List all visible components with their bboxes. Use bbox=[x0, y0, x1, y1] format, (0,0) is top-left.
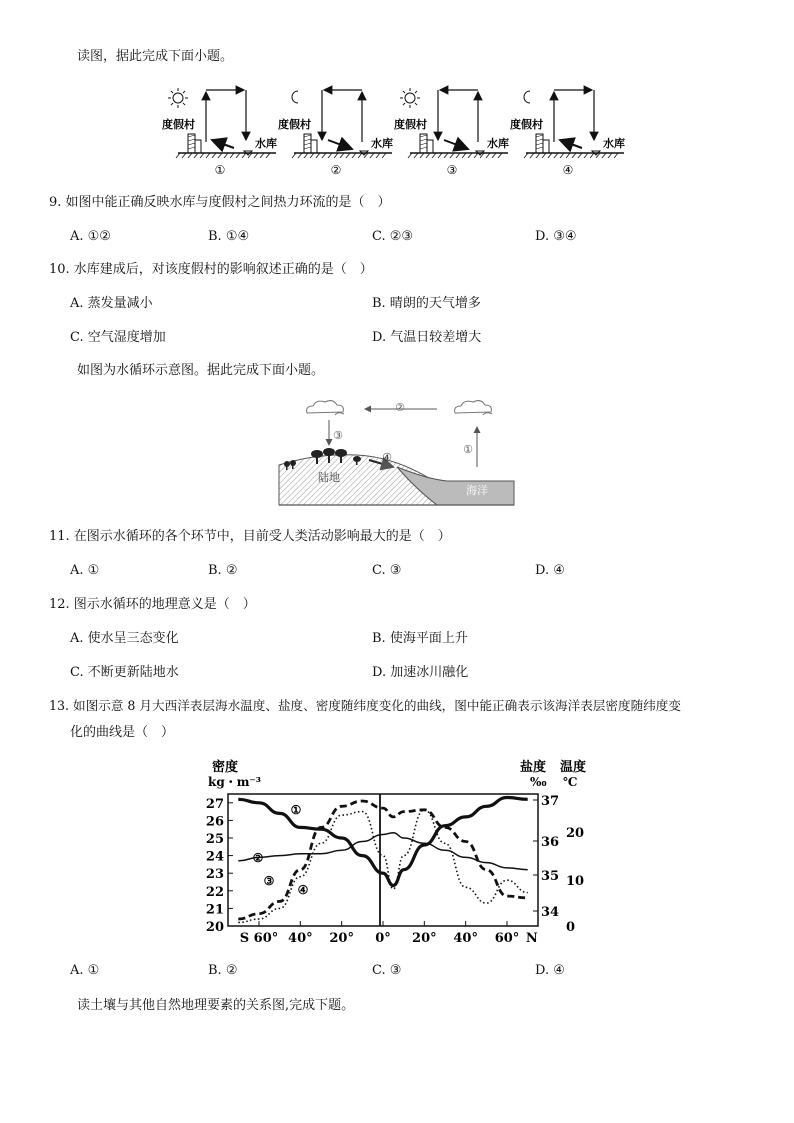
svg-text:度假村: 度假村 bbox=[278, 118, 311, 131]
question-12-stem: 12. 图示水循环的地理意义是（ ） bbox=[49, 597, 256, 612]
thermal-circulation-figure bbox=[158, 82, 638, 182]
water-cycle-figure bbox=[277, 395, 517, 510]
x-tick-label: 0° bbox=[375, 931, 391, 946]
svg-text:水库: 水库 bbox=[603, 137, 625, 150]
sun-icon bbox=[400, 88, 420, 108]
left-tick-label: 20 bbox=[205, 920, 224, 935]
q10-option-c[interactable]: C. 空气湿度增加 bbox=[70, 330, 166, 345]
series-label-3: ③ bbox=[263, 874, 275, 888]
q11-option-d[interactable]: D. ④ bbox=[535, 563, 565, 578]
sea-label: 海洋 bbox=[466, 484, 488, 497]
series-line-3 bbox=[238, 801, 527, 919]
q12-option-a[interactable]: A. 使水呈三态变化 bbox=[70, 631, 179, 646]
moon-icon bbox=[292, 91, 298, 103]
svg-text:度假村: 度假村 bbox=[394, 118, 427, 131]
question-13-stem-line2: 化的曲线是（ ） bbox=[70, 725, 175, 740]
num-1: ① bbox=[463, 443, 473, 456]
series-label-2: ② bbox=[252, 851, 264, 865]
left-tick-label: 22 bbox=[205, 884, 224, 900]
series-line-2 bbox=[238, 833, 527, 870]
sun-icon bbox=[168, 88, 188, 108]
q12-option-d[interactable]: D. 加速冰川融化 bbox=[372, 665, 469, 680]
intro-text-2: 如图为水循环示意图。据此完成下面小题。 bbox=[77, 363, 325, 378]
temperature-tick-label: 0 bbox=[566, 920, 576, 935]
circulation-panel-3 bbox=[394, 88, 509, 177]
x-tick-label: 20° bbox=[329, 931, 354, 946]
x-tick-label: N bbox=[525, 931, 538, 946]
land-label: 陆地 bbox=[318, 471, 340, 484]
salinity-tick-label: 37 bbox=[541, 794, 560, 809]
left-tick-label: 25 bbox=[205, 832, 224, 847]
q12-option-b[interactable]: B. 使海平面上升 bbox=[372, 631, 468, 646]
density-salinity-temperature-chart bbox=[196, 756, 596, 946]
circulation-panel-2 bbox=[278, 90, 393, 177]
salinity-tick-label: 34 bbox=[541, 905, 560, 920]
q13-option-b[interactable]: B. ② bbox=[208, 963, 238, 978]
cloud-icon-right bbox=[455, 401, 492, 415]
svg-text:水库: 水库 bbox=[371, 137, 393, 150]
svg-text:②: ② bbox=[330, 163, 342, 177]
q9-option-c[interactable]: C. ②③ bbox=[372, 229, 414, 244]
svg-text:①: ① bbox=[214, 163, 226, 177]
q13-option-d[interactable]: D. ④ bbox=[535, 963, 565, 978]
series-line-1 bbox=[238, 798, 527, 886]
x-tick-label: S 60° bbox=[239, 931, 279, 946]
series-line-4 bbox=[238, 810, 527, 923]
left-tick-label: 24 bbox=[205, 849, 224, 865]
question-9-stem: 9. 如图中能正确反映水库与度假村之间热力环流的是（ ） bbox=[49, 195, 391, 210]
x-tick-label: 20° bbox=[412, 931, 437, 946]
q13-option-a[interactable]: A. ① bbox=[70, 963, 100, 978]
temperature-tick-label: 10 bbox=[566, 874, 585, 889]
right-axis1-unit: ‰ bbox=[530, 775, 547, 789]
q9-option-d[interactable]: D. ③④ bbox=[535, 229, 577, 244]
series-label-1: ① bbox=[290, 803, 302, 817]
left-tick-label: 27 bbox=[205, 796, 224, 812]
series-label-4: ④ bbox=[297, 883, 309, 897]
question-11-stem: 11. 在图示水循环的各个环节中，目前受人类活动影响最大的是（ ） bbox=[49, 529, 451, 544]
q11-option-a[interactable]: A. ① bbox=[70, 563, 100, 578]
q10-option-a[interactable]: A. 蒸发量减小 bbox=[70, 296, 153, 311]
q10-option-b[interactable]: B. 晴朗的天气增多 bbox=[372, 296, 481, 311]
num-2: ② bbox=[395, 401, 405, 414]
x-tick-label: 40° bbox=[453, 931, 478, 946]
intro-text-3: 读土壤与其他自然地理要素的关系图,完成下题。 bbox=[77, 998, 355, 1013]
left-tick-label: 23 bbox=[205, 867, 224, 883]
salinity-tick-label: 36 bbox=[541, 835, 560, 850]
q13-option-c[interactable]: C. ③ bbox=[372, 963, 402, 978]
left-axis-title: 密度 bbox=[212, 760, 239, 775]
intro-text: 读图，据此完成下面小题。 bbox=[77, 49, 234, 64]
svg-text:度假村: 度假村 bbox=[510, 118, 543, 131]
num-4: ④ bbox=[382, 451, 392, 464]
circulation-panel-1 bbox=[162, 88, 277, 177]
temperature-tick-label: 20 bbox=[566, 826, 585, 841]
svg-text:水库: 水库 bbox=[255, 137, 277, 150]
right-axis1-title: 盐度 bbox=[520, 760, 547, 775]
q9-option-a[interactable]: A. ①② bbox=[70, 229, 111, 244]
right-axis2-unit: ℃ bbox=[563, 775, 578, 789]
circulation-panel-4 bbox=[510, 90, 625, 177]
svg-text:④: ④ bbox=[562, 163, 574, 177]
moon-icon bbox=[524, 91, 530, 103]
q11-option-c[interactable]: C. ③ bbox=[372, 563, 402, 578]
left-tick-label: 26 bbox=[205, 814, 224, 830]
question-10-stem: 10. 水库建成后，对该度假村的影响叙述正确的是（ ） bbox=[49, 262, 373, 277]
q10-option-d[interactable]: D. 气温日较差增大 bbox=[372, 330, 482, 345]
x-tick-label: 40° bbox=[288, 931, 313, 946]
right-axis2-title: 温度 bbox=[560, 760, 587, 775]
question-13-stem-line1: 13. 如图示意 8 月大西洋表层海水温度、盐度、密度随纬度变化的曲线，图中能正确表示该海洋表层密度随纬度变 bbox=[49, 698, 681, 713]
svg-text:③: ③ bbox=[446, 163, 458, 177]
num-3: ③ bbox=[333, 429, 343, 442]
cloud-icon-left bbox=[307, 401, 344, 415]
q11-option-b[interactable]: B. ② bbox=[208, 563, 238, 578]
svg-text:水库: 水库 bbox=[487, 137, 509, 150]
q9-option-b[interactable]: B. ①④ bbox=[208, 229, 250, 244]
svg-text:度假村: 度假村 bbox=[162, 118, 195, 131]
salinity-tick-label: 35 bbox=[541, 869, 560, 884]
q12-option-c[interactable]: C. 不断更新陆地水 bbox=[70, 665, 179, 680]
left-axis-unit: kg・m⁻³ bbox=[208, 775, 261, 789]
x-tick-label: 60° bbox=[494, 931, 520, 946]
left-tick-label: 21 bbox=[205, 902, 224, 918]
